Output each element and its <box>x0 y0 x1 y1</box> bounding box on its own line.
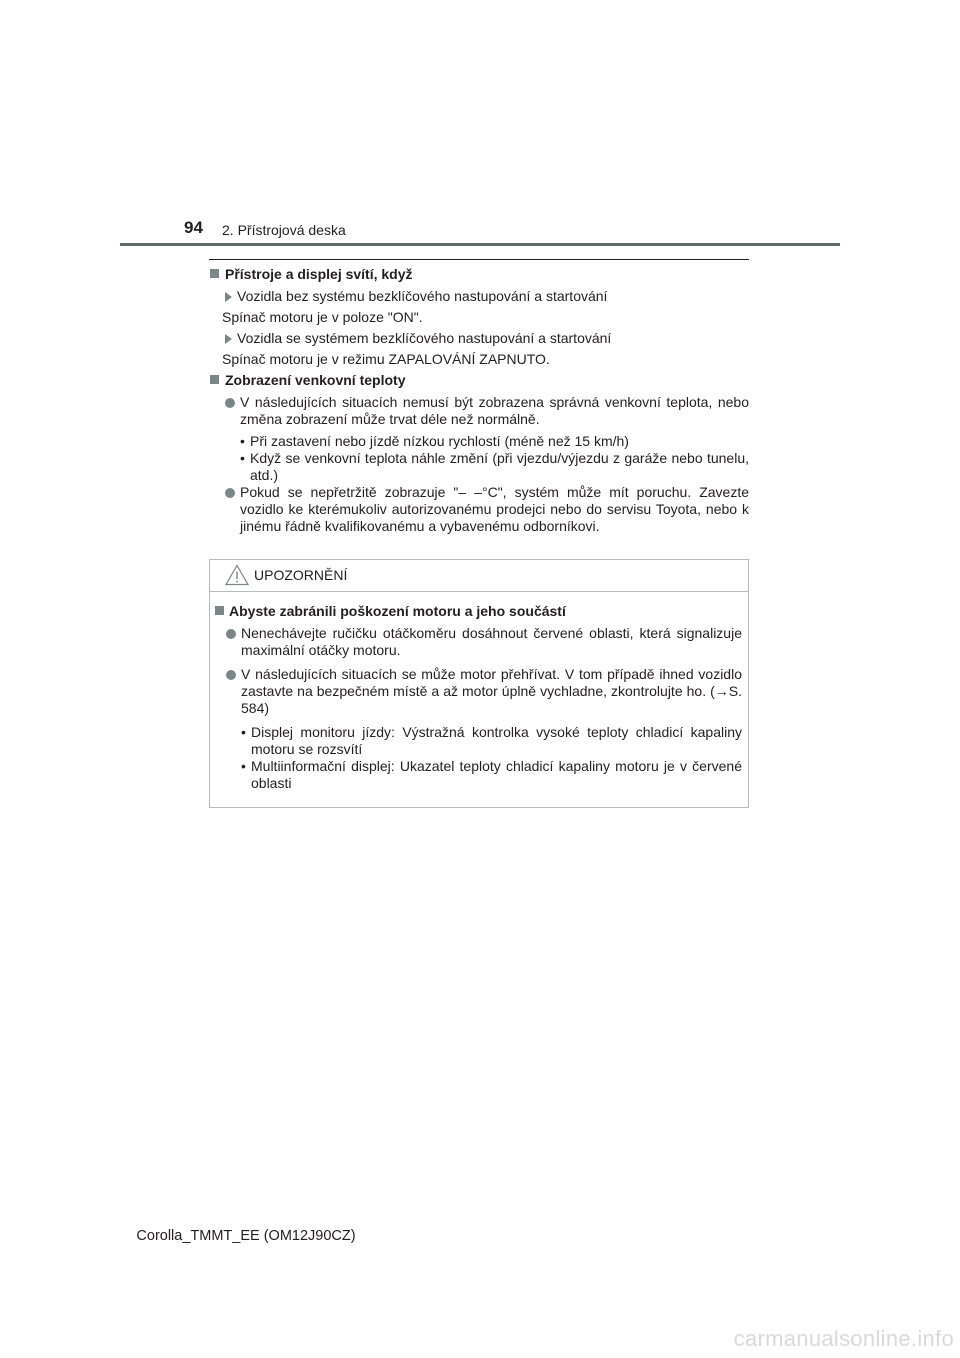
sub-list-item: • Když se venkovní teplota náhle změní (při vjezdu/výjezdu z garáže nebo tunelu, atd.) <box>240 450 749 483</box>
circle-bullet-icon <box>225 398 235 408</box>
list-item: V následujících situacích nemusí být zobrazena správná venkovní teplota, nebo změna zobrazení může trvat déle než normálně. <box>209 394 749 428</box>
warning-triangle-icon <box>225 564 249 586</box>
list-item: Pokud se nepřetržitě zobrazuje "– –°C", systém může mít poruchu. Zavezte vozidlo ke kterémukoliv autorizovanému prodejci nebo do servisu Toyota, nebo k jinému řádně kvalifikovanému a vybavenému odborníkovi. <box>209 484 749 535</box>
warning-header <box>210 560 748 592</box>
triangle-arrow-icon <box>225 334 232 344</box>
footer-model: Corolla_TMMT_EE (OM12J90CZ) <box>136 1228 356 1244</box>
list-item: V následujících situacích se může motor přehřívat. V tom případě ihned vozidlo zastavte na bezpečném místě a až motor úplně vychladne, zkontrolujte ho. (→S. 584) <box>215 666 742 717</box>
content-rule <box>209 259 749 260</box>
section-heading-temperature: Zobrazení venkovní teploty <box>209 372 749 389</box>
condition-text: Spínač motoru je v režimu ZAPALOVÁNÍ ZAPNUTO. <box>222 351 550 367</box>
square-bullet-icon <box>210 269 219 278</box>
main-content <box>209 266 749 536</box>
warning-title: UPOZORNĚNÍ <box>254 567 348 583</box>
condition-text: Spínač motoru je v poloze "ON". <box>222 309 423 325</box>
square-bullet-icon <box>210 375 219 384</box>
circle-bullet-icon <box>225 488 235 498</box>
condition-keyless: Vozidla se systémem bezklíčového nastupování a startování <box>209 330 749 347</box>
warning-heading: Abyste zabránili poškození motoru a jeho součástí <box>215 603 742 620</box>
triangle-arrow-icon <box>225 292 232 302</box>
page-number: 94 <box>184 218 203 237</box>
sub-list-item: • Při zastavení nebo jízdě nízkou rychlostí (méně než 15 km/h) <box>240 433 629 449</box>
square-bullet-icon <box>215 606 224 615</box>
header-rule <box>120 243 840 246</box>
circle-bullet-icon <box>226 629 236 639</box>
chapter-title: 2. Přístrojová deska <box>222 222 346 238</box>
warning-box <box>209 559 749 808</box>
circle-bullet-icon <box>226 670 236 680</box>
watermark: carmanualsonline.info <box>733 1326 954 1351</box>
warning-body <box>210 592 748 792</box>
sub-list-item: • Displej monitoru jízdy: Výstražná kontrolka vysoké teploty chladicí kapaliny motoru se rozsvítí <box>241 724 742 757</box>
section-heading-lights: Přístroje a displej svítí, když <box>209 266 749 283</box>
list-item: Nenechávejte ručičku otáčkoměru dosáhnout červené oblasti, která signalizuje maximální otáčky motoru. <box>215 625 742 659</box>
condition-no-keyless: Vozidla bez systému bezklíčového nastupování a startování <box>209 288 749 305</box>
sub-list-item: • Multiinformační displej: Ukazatel teploty chladicí kapaliny motoru je v červené oblasti <box>241 758 742 791</box>
